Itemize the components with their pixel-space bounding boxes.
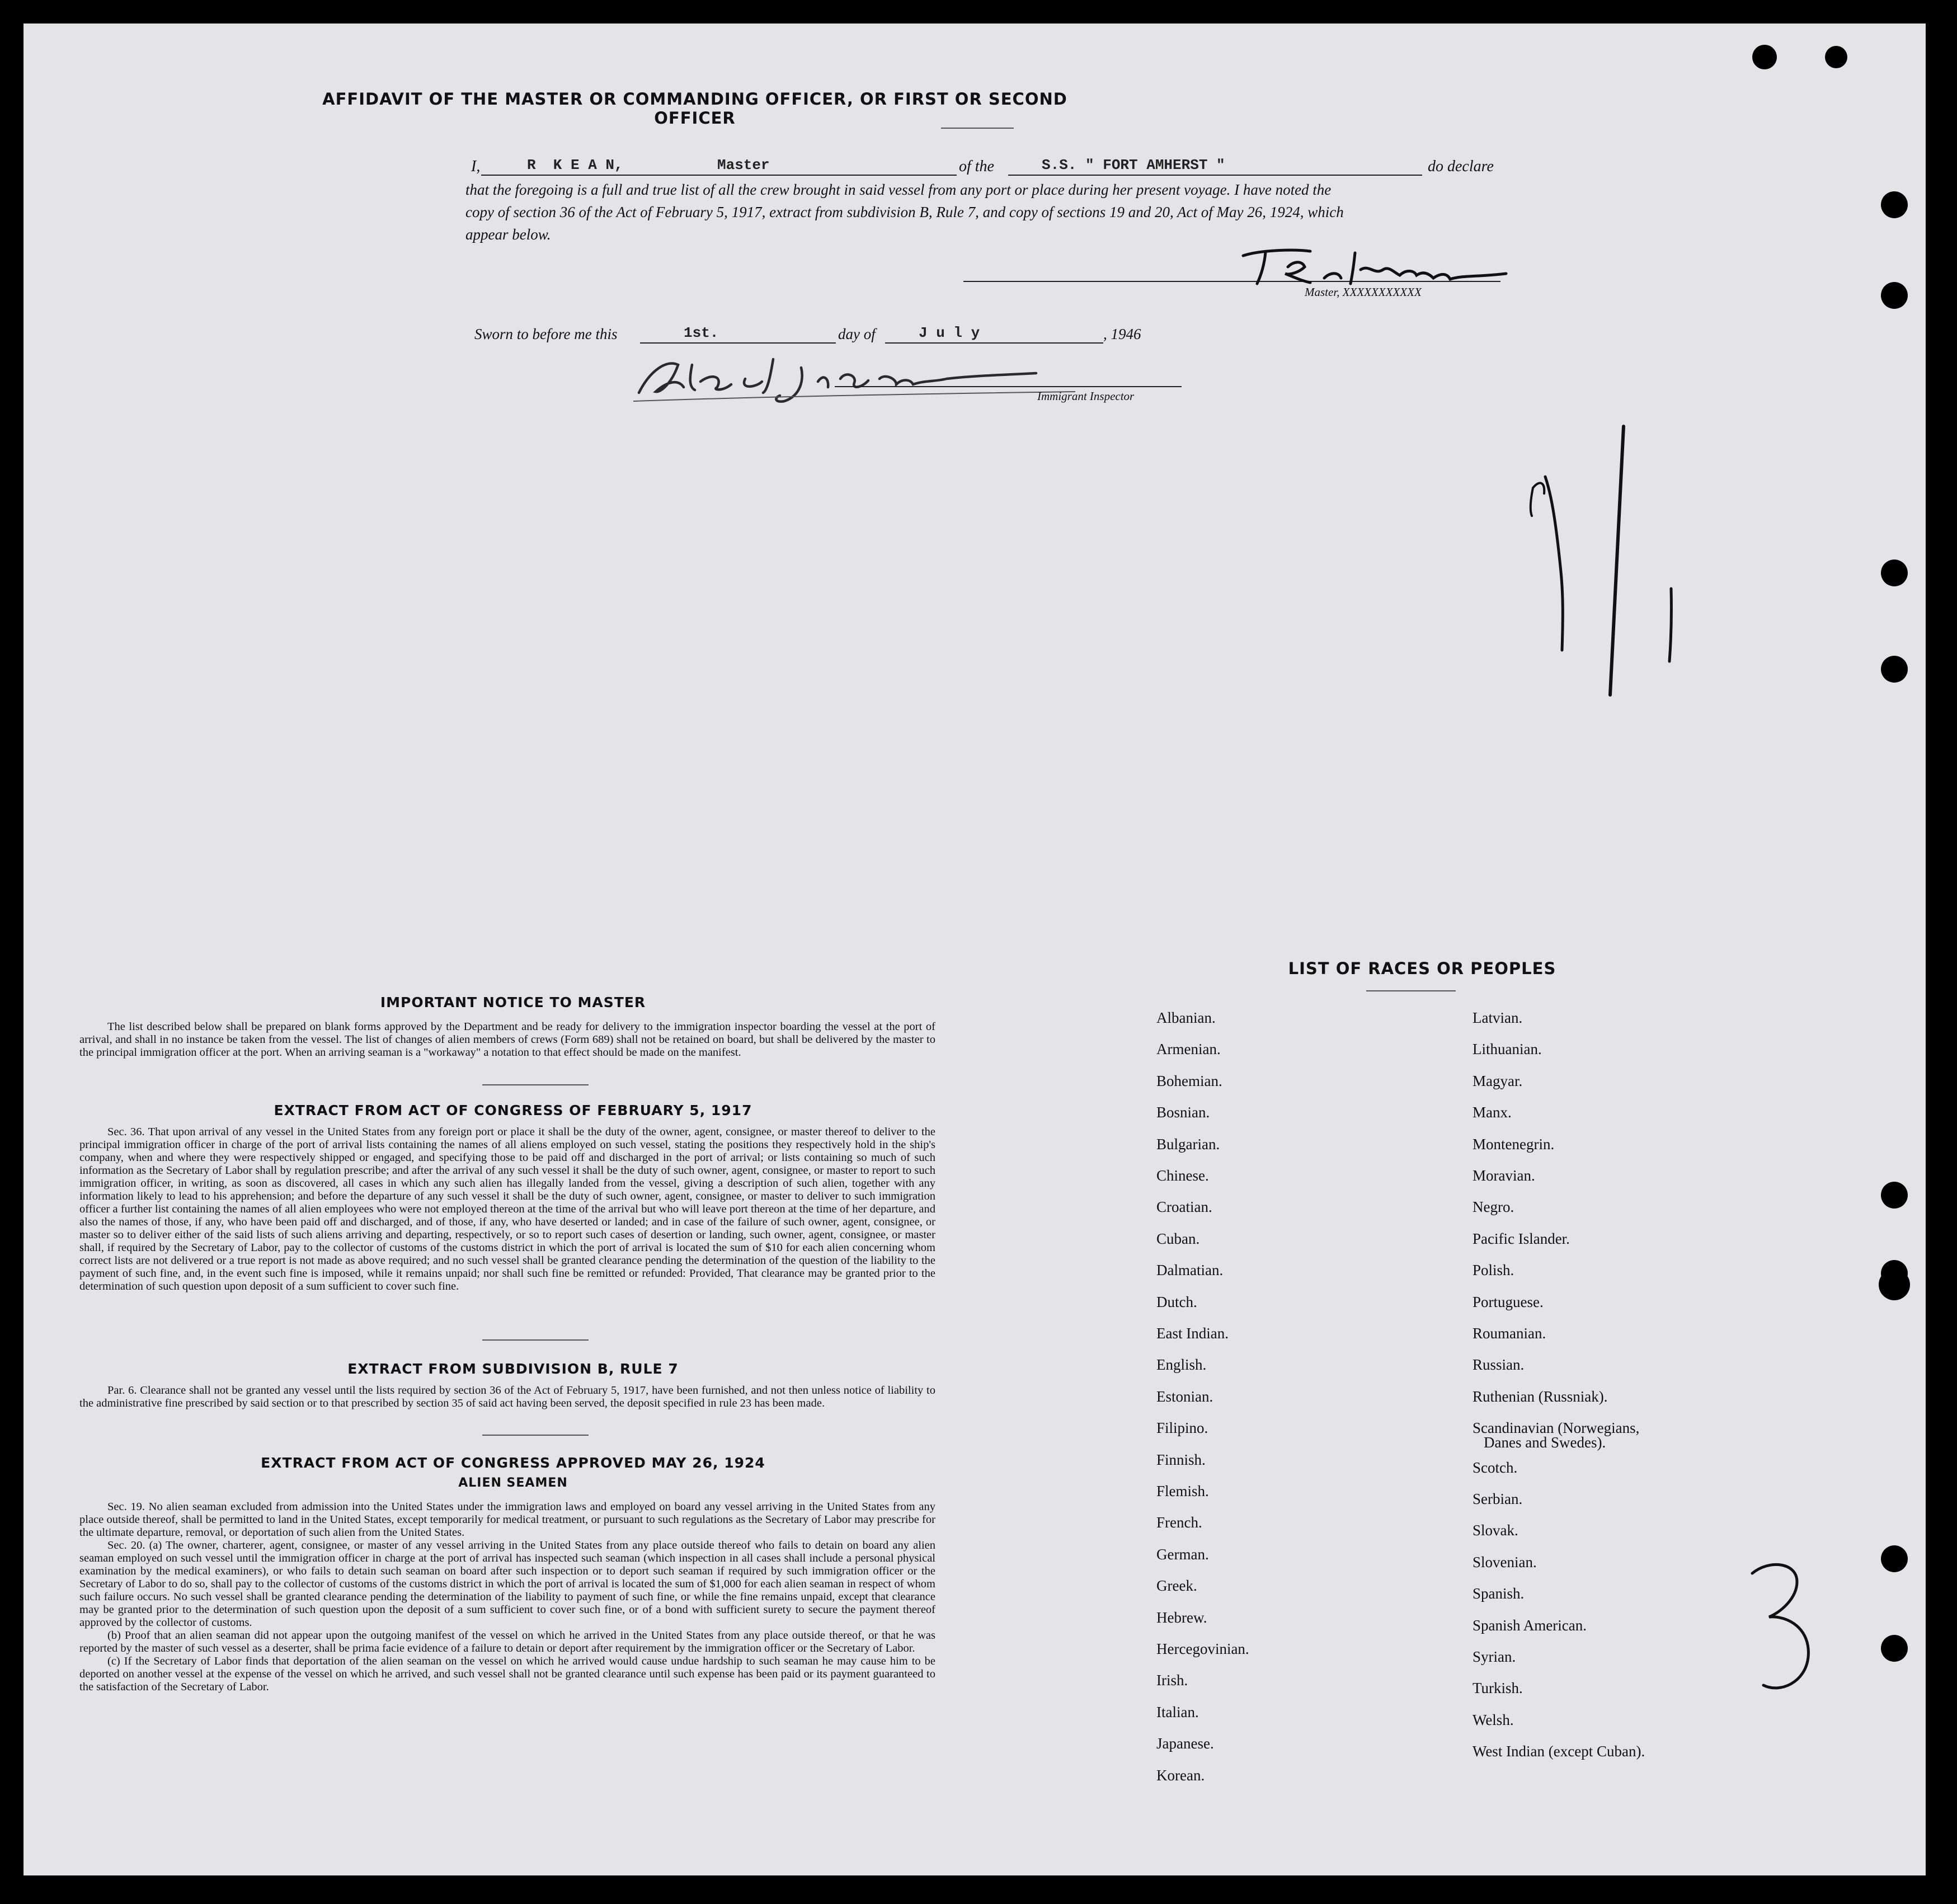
- race-item: Slovak.: [1473, 1522, 1518, 1539]
- race-item: Finnish.: [1156, 1451, 1206, 1468]
- race-item: East Indian.: [1156, 1325, 1229, 1342]
- race-item: Polish.: [1473, 1262, 1514, 1279]
- master-name-value: R K E A N,: [527, 157, 623, 173]
- extract-1917-title: EXTRACT FROM ACT OF CONGRESS OF FEBRUARY 5, 1917: [274, 1102, 752, 1118]
- sworn-day-value: 1st.: [684, 325, 719, 341]
- of-the-label: of the: [959, 158, 994, 175]
- inspector-signature-line: [835, 386, 1182, 387]
- races-title: LIST OF RACES OR PEOPLES: [1288, 959, 1556, 978]
- notice-text: The list described below shall be prepared on blank forms approved by the Department and be ready for delivery to the immigration inspector boarding the vessel at the port of arrival, and shall in no instance be taken from the vessel. The list of changes of alien members of crews (Form 689) shall not be retained on board, but shall be delivered by the master to the principal immigration officer at the port. When an arriving seaman is a "workaway" a notation to that effect should be made on the manifest.: [79, 1021, 935, 1059]
- section-divider: [482, 1339, 589, 1341]
- master-signature-caption: Master, XXXXXXXXXXX: [1305, 285, 1422, 299]
- extract-1924-subtitle: ALIEN SEAMEN: [458, 1476, 568, 1490]
- punch-hole: [1881, 1635, 1908, 1662]
- affidavit-title: AFFIDAVIT OF THE MASTER OR COMMANDING OFFICER, OR FIRST OR SECOND OFFICER: [322, 90, 1067, 128]
- master-rank-value: Master: [717, 157, 770, 173]
- sec-20c-text: (c) If the Secretary of Labor finds that deportation of the alien seaman on the vessel on which he arrived would cause undue hardship to such seaman he may cause him to be deported on another vessel at the expense of the vessel on which he arrived, and such vessel shall not be granted clearance until such expense has been paid or its payment guaranteed to the satisfaction of the Secretary of Labor.: [79, 1655, 935, 1693]
- race-item: Spanish American.: [1473, 1616, 1587, 1634]
- race-item: Filipino.: [1156, 1419, 1208, 1437]
- race-item: Irish.: [1156, 1672, 1188, 1689]
- extract-1917-text: Sec. 36. That upon arrival of any vessel in the United States from any foreign port or place it shall be the duty of the owner, agent, consignee, or master thereof to deliver to the principal immigration officer in charge of the port of arrival lists containing the names of all aliens employed on such vessel, stating the positions they respectively hold in the ship's company, when and where they were respectively shipped or engaged, and specifying those to be paid off and discharged in the port of arrival; or lists containing so much of such information as the Secretary of Labor shall by regulation prescribe; and after the arrival of any such vessel it shall be the duty of such owner, agent, consignee, or master to report to such immigration officer, in writing, as soon as discovered, all cases in which any such alien has illegally landed from the vessel, giving a description of such alien, together with any information likely to lead to his apprehension; and before the departure of any such vessel it shall be the duty of such owner, agent, consignee, or master to deliver to such immigration officer a further list containing the names of all alien employees who were not employed thereon at the time of the arrival but who will leave port thereon at the time of her departure, and also the names of those, if any, who have been paid off and discharged, and of those, if any, who have deserted or landed; and in case of the failure of such owner, agent, consignee, or master so to deliver either of the said lists of such aliens arriving and departing, respectively, or so to report such cases of desertion or landing, such owner, agent, consignee, or master shall, if required by the Secretary of Labor, pay to the collector of customs of the customs district in which the port of arrival is located the sum of $10 for each alien concerning whom correct lists are not delivered or a true report is not made as above required; and no such vessel shall be granted clearance pending the determination of the question of the liability to the payment of such fine, and, in the event such fine is imposed, while it remains unpaid; nor shall such fine be remitted or refunded: Provided, That clearance may be granted prior to the determination of such question upon deposit of a sum sufficient to cover such fine.: [79, 1126, 935, 1292]
- race-item: Portuguese.: [1473, 1293, 1544, 1310]
- extract-1924-title: EXTRACT FROM ACT OF CONGRESS APPROVED MAY 26, 1924: [261, 1455, 765, 1471]
- vessel-blank: [1008, 175, 1422, 176]
- race-item: Latvian.: [1473, 1009, 1523, 1026]
- punch-hole: [1752, 45, 1777, 69]
- sworn-day-blank: [640, 342, 836, 344]
- sec-20b-text: (b) Proof that an alien seaman did not appear upon the outgoing manifest of the vessel on which he arrived in the United States from any place outside thereof, or that he was reported by the master of such vessel as a deserter, shall be prima facie evidence of a failure to detain or deport after requirement by the immigration officer or the Secretary of Labor.: [79, 1629, 935, 1654]
- punch-hole: [1881, 560, 1908, 586]
- sworn-year: , 1946: [1103, 326, 1141, 342]
- do-declare-label: do declare: [1428, 158, 1494, 175]
- title-divider: [941, 128, 1014, 129]
- punch-hole: [1881, 191, 1908, 218]
- affidavit-lead-in: I,: [471, 158, 481, 175]
- race-item: Turkish.: [1473, 1680, 1523, 1697]
- race-item: Welsh.: [1473, 1711, 1514, 1728]
- race-item: Italian.: [1156, 1703, 1199, 1720]
- race-item: French.: [1156, 1514, 1202, 1531]
- race-item: Japanese.: [1156, 1735, 1214, 1752]
- race-item: Negro.: [1473, 1198, 1514, 1216]
- punch-hole: [1879, 1269, 1910, 1300]
- race-item: Spanish.: [1473, 1585, 1525, 1602]
- punch-hole: [1881, 282, 1908, 309]
- handwritten-page-number: [1735, 1557, 1825, 1702]
- sec-20a-text: Sec. 20. (a) The owner, charterer, agent, consignee, or master of any vessel arriving in the United States from any place outside thereof who fails to detain on board any alien seaman employed on such vessel until the immigration officer in charge at the port of arrival has inspected such seaman (which inspection in all cases shall include a personal physical examination by the medical examiners), or who fails to detain such seaman on board after such inspection or to deport such seaman if required by such immigration officer or the Secretary of Labor to do so, shall pay to the collector of customs of the customs district in which the port of arrival is located the sum of $1,000 for each alien seaman in respect of whom such failure occurs. No such vessel shall be granted clearance pending the determination of the liability to payment of such fine, or while the fine remains unpaid, except that clearance may be granted prior to the determination of such question upon the deposit of a sum sufficient to cover such fine, or of a bond with sufficient surety to secure the payment thereof approved by the collector of customs.: [79, 1539, 935, 1629]
- race-item: Manx.: [1473, 1104, 1512, 1121]
- sworn-label: Sworn to before me this: [474, 326, 618, 342]
- race-item: Magyar.: [1473, 1072, 1523, 1089]
- race-item: Lithuanian.: [1473, 1041, 1542, 1058]
- race-item: Roumanian.: [1473, 1325, 1546, 1342]
- race-item: Scotch.: [1473, 1459, 1518, 1476]
- handwritten-pencil-marks: [1489, 404, 1724, 706]
- inspector-signature: [633, 348, 1081, 410]
- race-item: Ruthenian (Russniak).: [1473, 1388, 1608, 1405]
- notice-title: IMPORTANT NOTICE TO MASTER: [380, 994, 646, 1010]
- name-blank: [481, 175, 957, 176]
- inspector-caption: Immigrant Inspector: [1037, 389, 1135, 403]
- race-item: Chinese.: [1156, 1167, 1209, 1184]
- race-item: Bulgarian.: [1156, 1135, 1220, 1153]
- race-item: Serbian.: [1473, 1491, 1523, 1507]
- sworn-month-value: J u l y: [919, 325, 980, 341]
- vessel-name-value: S.S. " FORT AMHERST ": [1042, 157, 1225, 173]
- race-item: Dalmatian.: [1156, 1262, 1224, 1279]
- race-item: Croatian.: [1156, 1198, 1212, 1216]
- race-item: Syrian.: [1473, 1648, 1516, 1665]
- punch-hole: [1881, 656, 1908, 683]
- race-item: West Indian (except Cuban).: [1473, 1743, 1645, 1760]
- races-divider: [1366, 990, 1456, 991]
- race-item: English.: [1156, 1356, 1207, 1374]
- race-item: Hebrew.: [1156, 1609, 1207, 1626]
- race-item: Montenegrin.: [1473, 1135, 1555, 1153]
- punch-hole: [1825, 46, 1847, 68]
- day-of-label: day of: [838, 326, 876, 342]
- notice-body: [79, 1021, 935, 1059]
- race-item: German.: [1156, 1545, 1209, 1563]
- race-item: Albanian.: [1156, 1009, 1216, 1026]
- race-item: Armenian.: [1156, 1041, 1221, 1058]
- affidavit-line-4: appear below.: [465, 226, 551, 243]
- race-item: Korean.: [1156, 1766, 1205, 1784]
- document-page: [23, 23, 1926, 1875]
- race-item: Estonian.: [1156, 1388, 1213, 1405]
- race-item: Flemish.: [1156, 1483, 1209, 1499]
- punch-hole: [1881, 1182, 1908, 1209]
- race-item: Greek.: [1156, 1577, 1197, 1595]
- race-item: Slovenian.: [1473, 1553, 1537, 1571]
- sworn-month-blank: [885, 342, 1103, 344]
- race-item: Cuban.: [1156, 1230, 1200, 1247]
- rule-7-title: EXTRACT FROM SUBDIVISION B, RULE 7: [347, 1361, 679, 1377]
- rule-7-text: Par. 6. Clearance shall not be granted any vessel until the lists required by section 36 of the Act of February 5, 1917, have been furnished, and not then unless notice of liability to the administrative fine prescribed by said section or to that prescribed by section 35 of said act having been served, the deposit specified in rule 23 has been made.: [79, 1384, 935, 1409]
- race-item: Pacific Islander.: [1473, 1230, 1570, 1247]
- race-item: Danes and Swedes).: [1484, 1434, 1606, 1451]
- master-signature: [1226, 245, 1517, 289]
- affidavit-line-2: that the foregoing is a full and true list of all the crew brought in said vessel from any port or place during her present voyage. I have noted the: [465, 181, 1332, 198]
- punch-hole: [1881, 1545, 1908, 1572]
- section-divider: [482, 1435, 589, 1436]
- race-item: Bohemian.: [1156, 1072, 1222, 1089]
- rule-7-body: [79, 1384, 935, 1410]
- race-item: Dutch.: [1156, 1293, 1197, 1310]
- race-item: Moravian.: [1473, 1167, 1535, 1184]
- extract-1917-body: [79, 1126, 935, 1293]
- race-item: Russian.: [1473, 1356, 1525, 1374]
- race-item: Bosnian.: [1156, 1104, 1210, 1121]
- race-item: Hercegovinian.: [1156, 1640, 1249, 1657]
- race-item: Scandinavian (Norwegians,: [1473, 1419, 1640, 1437]
- section-divider: [482, 1084, 589, 1085]
- extract-1924-body: [79, 1501, 935, 1694]
- sec-19-text: Sec. 19. No alien seaman excluded from admission into the United States under the immigration laws and employed on board any vessel arriving in the United States from any place outside thereof, shall be permitted to land in the United States, except temporarily for medical treatment, or pursuant to such regulations as the Secretary of Labor may prescribe for the ultimate departure, removal, or deportation of such alien from the United States.: [79, 1501, 935, 1539]
- affidavit-line-3: copy of section 36 of the Act of February 5, 1917, extract from subdivision B, Rule 7, and copy of sections 19 and 20, Act of May 26, 1924, which: [465, 204, 1344, 220]
